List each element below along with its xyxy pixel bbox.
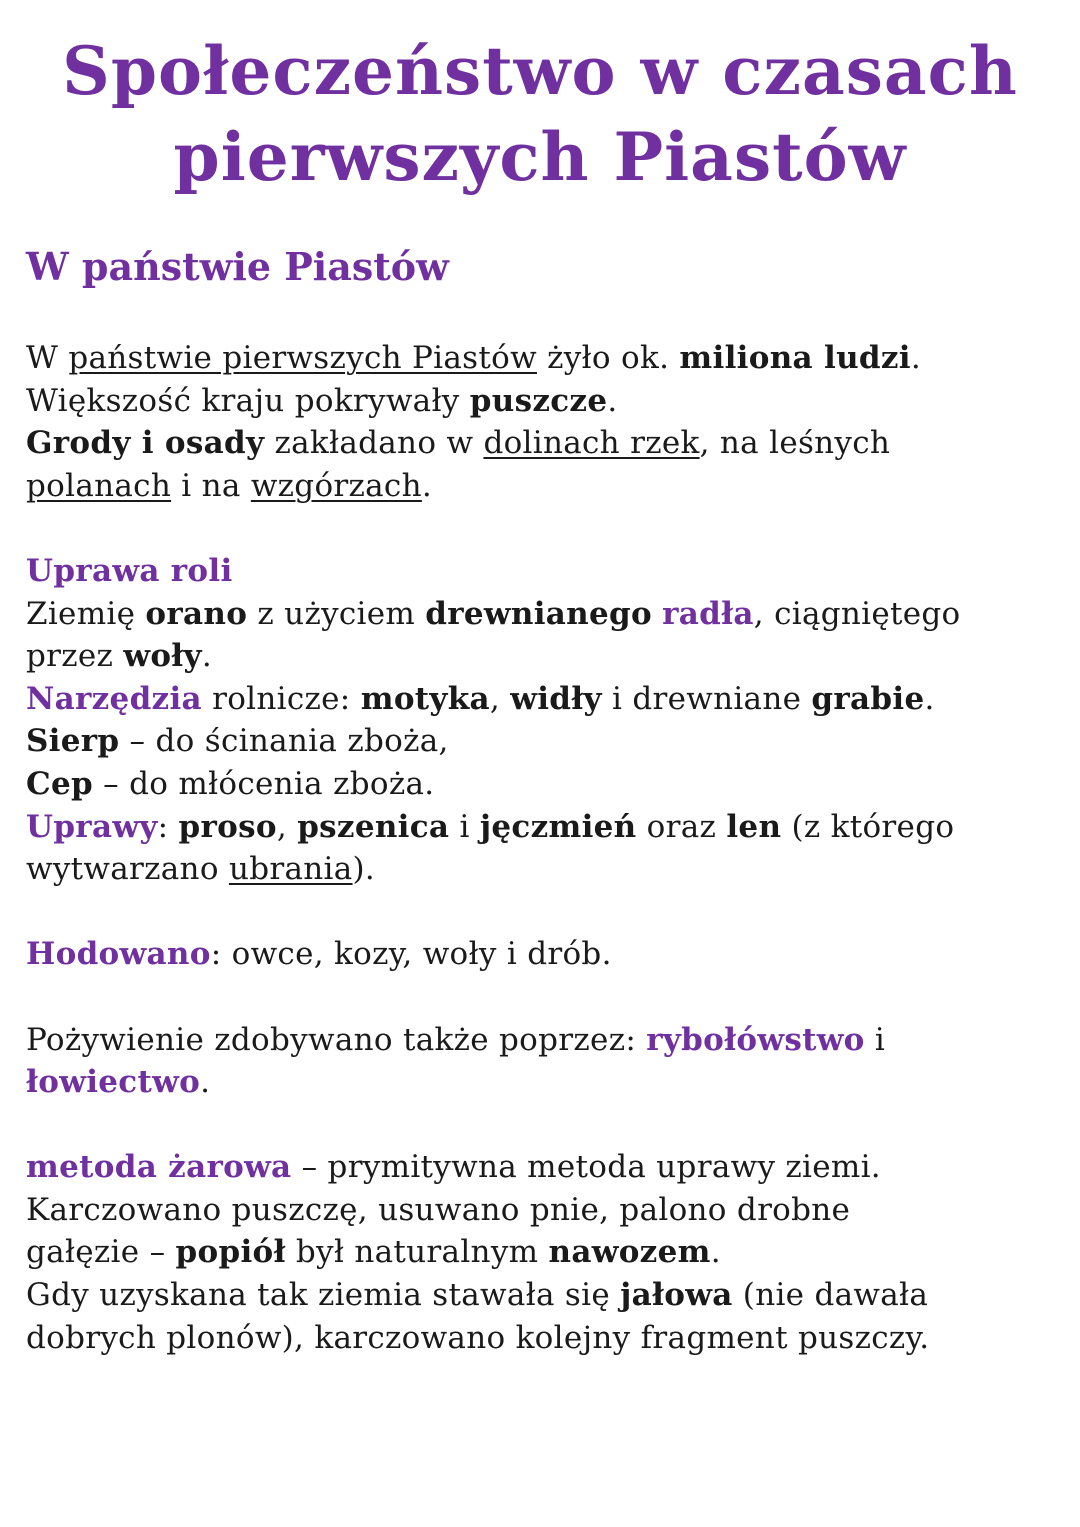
text: – prymitywna metoda uprawy ziemi. <box>291 1149 881 1186</box>
text: i <box>449 808 480 845</box>
uprawa-line <box>26 678 1066 721</box>
intro-paragraph <box>26 337 1066 507</box>
metoda-line <box>26 1231 1066 1274</box>
text: (z którego <box>781 808 955 845</box>
bold-text: motyka <box>360 680 490 717</box>
text: przez <box>26 638 124 675</box>
uprawa-line <box>26 848 1066 891</box>
text: i na <box>171 467 251 504</box>
pozywienie-line <box>26 1061 1066 1104</box>
text: . <box>710 1234 721 1271</box>
uprawa-line <box>26 593 1066 636</box>
spacer <box>26 891 1066 934</box>
bold-text: puszcze <box>469 382 608 419</box>
text: Pożywienie zdobywano także poprzez: <box>26 1021 647 1058</box>
text: : <box>157 808 179 845</box>
bold-text: Cep <box>26 765 93 802</box>
metoda-line <box>26 1274 1066 1317</box>
uprawa-line <box>26 720 1066 763</box>
uprawa-line <box>26 635 1066 678</box>
bold-text: nawozem <box>548 1234 711 1271</box>
intro-line <box>26 380 1066 423</box>
text: rolnicze: <box>201 680 361 717</box>
text: gałęzie – <box>26 1234 176 1271</box>
bold-text: Grody i osady <box>26 425 265 462</box>
note-content <box>26 337 1066 1359</box>
section-heading: W państwie Piastów <box>26 244 449 289</box>
underlined-text: państwie pierwszych Piastów <box>68 340 537 376</box>
intro-line <box>26 422 1066 465</box>
underlined-text: dolinach rzek <box>483 425 700 462</box>
text: wytwarzano <box>26 851 229 888</box>
underlined-text: wzgórzach <box>250 467 422 504</box>
bold-text: len <box>726 808 782 845</box>
page-title <box>0 28 1080 200</box>
text: Gdy uzyskana tak ziemia stawała się <box>26 1277 621 1314</box>
text: . <box>607 382 618 419</box>
text: zakładano w <box>264 425 484 462</box>
text: Karczowano puszczę, usuwano pnie, palono drobne <box>26 1191 851 1228</box>
uprawa-section <box>26 550 1066 891</box>
hodowla-section <box>26 933 1066 976</box>
uprawa-heading <box>26 550 1066 593</box>
subheading-text: Uprawa roli <box>26 552 233 589</box>
page-title-line-1: Społeczeństwo w czasach <box>62 32 1018 110</box>
text: i drewniane <box>601 680 812 717</box>
underlined-text: polanach <box>26 467 172 504</box>
text: , ciągniętego <box>753 595 961 632</box>
bold-text: widły <box>510 680 602 717</box>
text: – do ścinania zboża, <box>119 723 449 760</box>
uprawa-line <box>26 806 1066 849</box>
spacer <box>26 976 1066 1019</box>
metoda-section <box>26 1146 1066 1359</box>
uprawa-line <box>26 763 1066 806</box>
text: . <box>200 1064 211 1101</box>
spacer <box>26 507 1066 550</box>
highlight-text: rybołówstwo <box>646 1021 865 1058</box>
pozywienie-line <box>26 1019 1066 1062</box>
text: ). <box>352 851 376 888</box>
page-title-line-2: pierwszych Piastów <box>173 118 907 196</box>
bold-text: woły <box>123 638 202 675</box>
bold-text: proso <box>178 808 277 845</box>
text: , <box>276 808 298 845</box>
highlight-text: Narzędzia <box>26 680 202 717</box>
text: oraz <box>636 808 727 845</box>
text: – do młócenia zboża. <box>92 765 435 802</box>
spacer <box>26 1104 1066 1147</box>
bold-text: drewnianego <box>425 595 652 632</box>
text: , <box>489 680 511 717</box>
metoda-line <box>26 1146 1066 1189</box>
bold-text: jałowa <box>620 1277 733 1314</box>
bold-text: Sierp <box>26 723 120 760</box>
bold-text: grabie <box>811 680 925 717</box>
text: Większość kraju pokrywały <box>26 382 470 419</box>
text: . <box>924 680 935 717</box>
bold-text: miliona ludzi <box>679 340 911 376</box>
text: , na leśnych <box>699 425 891 462</box>
text: (nie dawała <box>732 1277 929 1314</box>
text: . <box>910 340 922 376</box>
hodowla-line <box>26 933 1066 976</box>
highlight-text: Uprawy <box>26 808 158 845</box>
pozywienie-section <box>26 1019 1066 1104</box>
metoda-line <box>26 1317 1066 1360</box>
text: i <box>864 1021 886 1058</box>
highlight-text: radła <box>662 595 754 632</box>
text: . <box>201 638 212 675</box>
highlight-text: metoda żarowa <box>26 1149 292 1186</box>
bold-text: pszenica <box>297 808 450 845</box>
bold-text: popiół <box>175 1234 286 1271</box>
text: był naturalnym <box>285 1234 549 1271</box>
bold-text: jęczmień <box>479 808 637 845</box>
intro-line <box>26 465 1066 508</box>
text <box>652 596 662 632</box>
text: W <box>26 340 69 376</box>
text: z użyciem <box>247 595 426 632</box>
metoda-line <box>26 1189 1066 1232</box>
text: . <box>421 467 433 504</box>
highlight-text: łowiectwo <box>26 1064 201 1101</box>
text: dobrych plonów), karczowano kolejny fragment puszczy. <box>26 1319 930 1356</box>
underlined-text: ubrania <box>228 851 353 888</box>
text: : owce, kozy, woły i drób. <box>210 936 612 973</box>
text: żyło ok. <box>536 340 680 376</box>
highlight-text: Hodowano <box>26 936 211 973</box>
intro-line <box>26 337 1066 380</box>
bold-text: orano <box>145 595 248 632</box>
text: Ziemię <box>26 595 146 632</box>
